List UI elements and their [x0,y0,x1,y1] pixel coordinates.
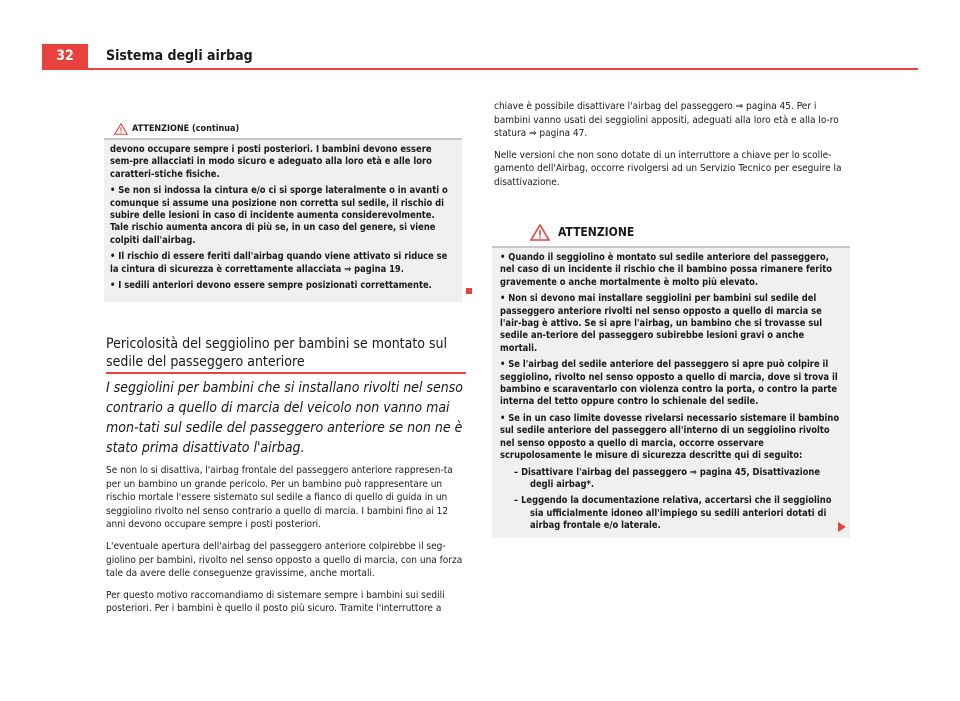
section-heading: Pericolosità del seggiolino per bambini se montato sul sedile del passeggero anteriore [106,336,448,370]
continue-arrow-icon [838,522,846,532]
warning-box-header [492,218,850,248]
warning-box-body [104,140,462,292]
section-rule [106,372,466,374]
warning-box [492,218,850,538]
page-title: Sistema degli airbag [106,48,253,64]
warning-bullet: • Non si devono mai installare seggiolini per bambini sul sedile del passeggero anteriore rivolti nel senso opposto a quello di marcia se l'air-bag è attivo. Se si apre l'airbag, un bambino che si trovasse sul sedile an-teriore del passeggero subirebbe lesioni gravi o anche mortali. [500,293,823,354]
warning-bullet: • Se l'airbag del sedile anteriore del passeggero si apre può colpire il seggiolino, rivolto nel senso opposto a quello di marcia, dove si trova il bambino e scaraventarlo con violenza contro la porta, o contro la parte interna del tetto oppure contro lo schienale del sedile. [500,359,838,408]
warning-bullet: • Se non si indossa la cintura e/o ci si sporge lateralmente o in avanti o comunque si assume una posizione non corretta sul sedile, il rischio di subire delle lesioni in caso di incidente aumenta considerevolmente. Tale rischio aumenta ancora di più se, in un caso del genere, si viene colpiti dall'airbag. [110,185,448,246]
warning-bullet: • Il rischio di essere feriti dall'airbag quando viene attivato si riduce se la cintura di sicurezza è correttamente allacciata ⇒ pagina 19. [110,251,448,275]
warning-triangle-icon [530,224,550,241]
warning-sub-item: – Leggendo la documentazione relativa, accertarsi che il seggiolino sia ufficialmente idoneo all'impiego su sedili anteriori dotati di airbag frontale e/o laterale. [514,495,832,532]
warning-sub-item: – Disattivare l'airbag del passeggero ⇒ pagina 45, Disattivazione degli airbag*. [514,466,821,490]
warning-box-title: ATTENZIONE [558,225,635,239]
right-column-body [494,100,848,198]
warning-bullet: • Se in un caso limite dovesse rivelarsi necessario sistemare il bambino sul sedile anteriore del passeggero all'interno di un seggiolino rivolto nel senso opposto a quello di marcia, occorre osservare scrupolosamente le misure di sicurezza descritte qui di seguito: [500,412,840,462]
left-column-body [106,464,466,624]
body-paragraph: chiave è possibile disattivare l'airbag del passeggero ⇒ pagina 45. Per i bambini vanno usati dei seggiolini appositi, adeguati alla loro età e alla lo-ro statura ⇒ pagina 47. [494,101,839,140]
body-paragraph: L'eventuale apertura dell'airbag del passeggero anteriore colpirebbe il seg-giolino per bambini, rivolto nel senso opposto a quello di marcia, con una forza tale da avere delle conseguenze gravissime, anche mortali. [106,540,463,580]
warning-box-body [492,248,850,533]
body-paragraph: Se non lo si disattiva, l'airbag frontale del passeggero anteriore rappresen-ta per un bambino un grande pericolo. Per un bambino può rappresentare un rischio mortale l'essere sistemato sul sedile a fianco di quello di guida in un seggiolino rivolto nel senso contrario a quello di marcia. I bambini fino ai 12 anni devono occupare sempre i posti posteriori. [106,465,453,531]
warning-box-title: ATTENZIONE (continua) [132,124,240,134]
page-number: 32 [42,44,88,68]
warning-bullet: • Quando il seggiolino è montato sul sedile anteriore del passeggero, nel caso di un incidente il rischio che il bambino possa rimanere ferito gravemente o anche mortalmente è molto più elevato. [500,252,833,288]
warning-paragraph: devono occupare sempre i posti posteriori. I bambini devono essere sem-pre allacciati in modo sicuro e adeguato alla loro età e alle loro caratteri-stiche fisiche. [110,144,432,180]
warning-triangle-icon [114,123,128,135]
header-rule [42,68,918,70]
body-paragraph: Per questo motivo raccomandiamo di sistemare sempre i bambini sui sedili posteriori. Per i bambini è quello il posto più sicuro. Tramite l'interruttore a [106,589,445,615]
warning-bullet: • I sedili anteriori devono essere sempre posizionati correttamente. [110,280,432,292]
section-intro: I seggiolini per bambini che si installano rivolti nel senso contrario a quello di marcia del veicolo non vanno mai mon-tati sul sedile del passeggero anteriore se non ne è stato prima disattivato l'airbag. [106,380,463,456]
body-paragraph: Nelle versioni che non sono dotate di un interruttore a chiave per lo scolle-gamento dell'Airbag, occorre rivolgersi ad un Servizio Tecnico per eseguire la disattivazione. [494,149,842,188]
warning-box-header [104,120,462,140]
section-end-marker [466,288,472,294]
warning-box-continued [104,120,462,302]
page-header [0,0,960,71]
